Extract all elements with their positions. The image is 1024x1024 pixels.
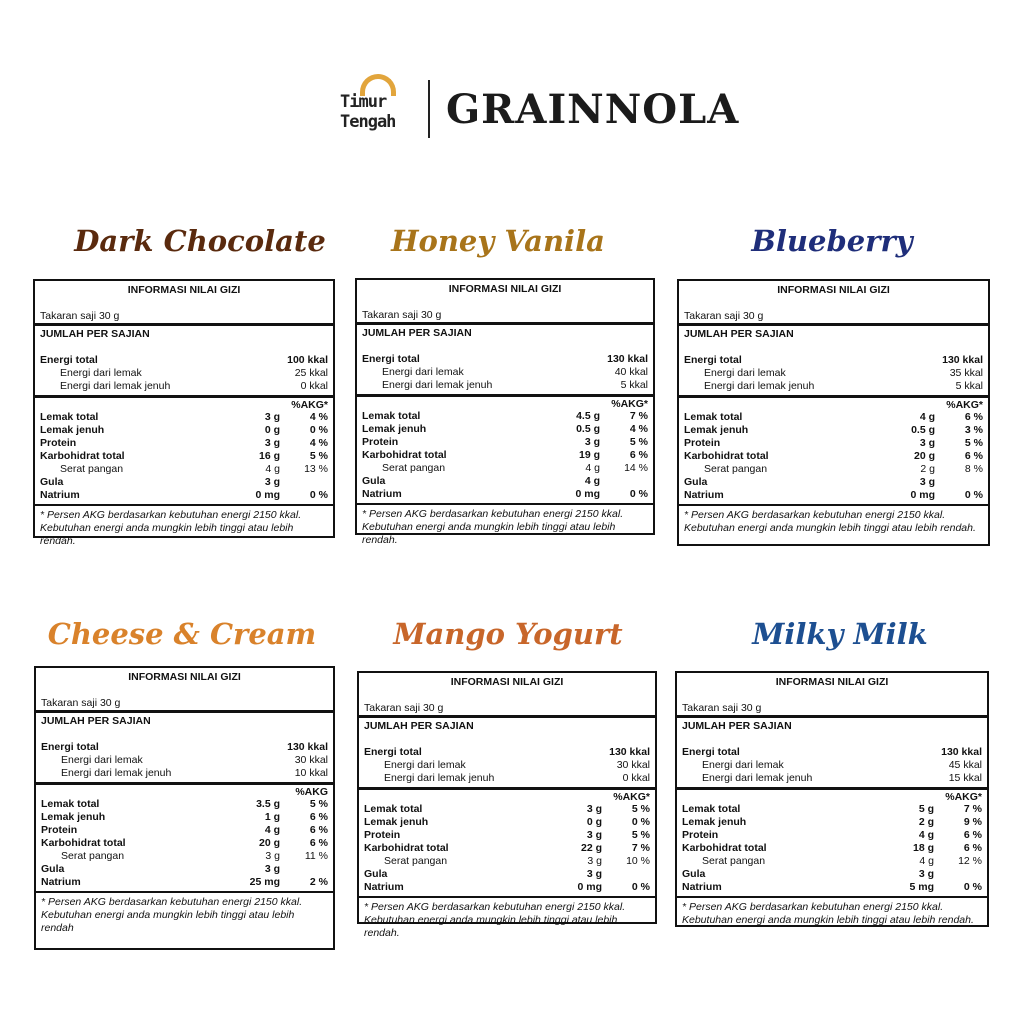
nutrient-amount: 2 g [920,463,935,475]
nutrient-name: Natrium [682,881,722,893]
nutrient-name: Serat pangan [61,850,125,862]
nutrient-akg: 12 % [958,855,982,867]
nutrient-row [357,436,653,449]
energy-row [677,759,987,772]
footnote-line: * Persen AKG berdasarkan kebutuhan energi 2150 kkal. [364,901,626,913]
nutrient-akg: 11 % [304,850,328,862]
nutrient-akg: 6 % [963,842,982,854]
nutrient-row [359,842,655,855]
nutrient-name: Serat pangan [60,463,124,475]
label-header: INFORMASI NILAI GIZI [128,671,241,683]
nutrient-name: Natrium [41,876,81,888]
footnote-line: Kebutuhan energi anda mungkin lebih tinggi atau lebih rendah. [684,522,976,534]
nutrient-name: Lemak jenuh [40,424,105,436]
nutrient-name: Karbohidrat total [364,842,449,854]
energy-label: Energi total [362,353,420,365]
nutrient-amount: 5 g [918,803,934,815]
energy-row [679,380,988,393]
energy-value: 30 kkal [294,754,328,766]
nutrients-section [357,410,653,505]
energy-row [35,367,333,380]
footnote-line: Kebutuhan energi anda mungkin lebih tinggi atau lebih rendah [41,909,295,934]
energy-label: Energi total [364,746,422,758]
energy-label: Energi dari lemak [60,367,142,379]
akg-header: %AKG* [945,791,982,803]
nutrient-row [679,450,988,463]
nutrient-name: Natrium [364,881,404,893]
energy-label: Energi dari lemak jenuh [60,380,171,392]
footnote-line: Kebutuhan energi anda mungkin lebih tinggi atau lebih rendah. [682,914,974,926]
nutrient-row [677,803,987,816]
nutrient-amount: 3 g [264,863,280,875]
energy-value: 130 kkal [941,746,982,758]
energy-row [359,759,655,772]
nutrients-section [36,798,333,893]
nutrient-amount: 3 g [264,437,280,449]
brand-logo [338,72,740,142]
energy-row [677,772,987,785]
nutrient-name: Lemak jenuh [684,424,749,436]
nutrient-row [35,489,333,502]
footnote-line: * Persen AKG berdasarkan kebutuhan energi 2150 kkal. [40,509,302,521]
nutrient-row [35,476,333,489]
nutrient-name: Protein [41,824,78,836]
nutrient-row [677,868,987,881]
per-serving-heading: JUMLAH PER SAJIAN [41,715,151,727]
nutrients-section [679,411,988,506]
energy-row [357,366,653,379]
energy-row [679,354,988,367]
energy-value: 130 kkal [942,354,983,366]
energy-label: Energi dari lemak jenuh [61,767,172,779]
energy-row [35,354,333,367]
nutrient-akg: 7 % [631,842,650,854]
nutrient-amount: 4.5 g [576,410,600,422]
nutrient-row [35,437,333,450]
nutrient-row [357,423,653,436]
energy-value: 130 kkal [287,741,328,753]
nutrient-amount: 3 g [919,437,935,449]
energy-value: 100 kkal [287,354,328,366]
nutrient-name: Protein [362,436,399,448]
nutrient-row [36,811,333,824]
nutrient-akg: 5 % [631,829,650,841]
nutrient-amount: 3 g [587,855,602,867]
nutrient-row [359,829,655,842]
energy-value: 10 kkal [294,767,328,779]
nutrient-akg [935,476,983,489]
energy-value: 130 kkal [607,353,648,365]
energy-value: 5 kkal [620,379,648,391]
energy-value: 25 kkal [294,367,328,379]
nutrient-amount: 3 g [265,850,280,862]
nutrient-akg: 14 % [624,462,648,474]
nutrient-name: Natrium [40,489,80,501]
flavor-title: Milky Milk [752,617,928,651]
nutrient-akg: 4 % [309,437,328,449]
nutrient-amount: 3 g [586,803,602,815]
energy-row [357,353,653,366]
nutrient-name: Protein [682,829,719,841]
nutrient-name: Karbohidrat total [684,450,769,462]
nutrient-akg: 2 % [309,876,328,888]
nutrient-name: Lemak total [41,798,100,810]
nutrient-row [679,476,988,489]
nutrient-name: Karbohidrat total [40,450,125,462]
energy-section [35,354,333,398]
nutrient-amount: 4 g [264,824,280,836]
energy-label: Energi total [684,354,742,366]
nutrient-amount: 25 mg [249,876,280,888]
nutrient-amount: 3 g [264,411,280,423]
akg-header: %AKG* [611,398,648,410]
energy-row [677,746,987,759]
nutrient-amount: 4 g [919,411,935,423]
nutrient-akg: 6 % [964,450,983,462]
nutrition-label [34,666,335,950]
akg-header: %AKG* [613,791,650,803]
nutrient-akg [280,863,328,876]
nutrition-label [33,279,335,547]
footnote [36,893,333,938]
flavor-title: Dark Chocolate [74,224,326,258]
nutrient-amount: 20 g [913,450,935,462]
logo-divider [428,80,430,138]
nutrient-name: Lemak total [682,803,741,815]
per-serving-heading: JUMLAH PER SAJIAN [364,720,474,732]
nutrient-row [36,850,333,863]
nutrient-amount: 2 g [918,816,934,828]
nutrient-amount: 3 g [918,868,934,880]
nutrient-akg: 7 % [963,803,982,815]
energy-label: Energi total [40,354,98,366]
nutrient-akg [280,476,328,489]
akg-header: %AKG* [946,399,983,411]
nutrients-section [359,803,655,898]
footnote-line: * Persen AKG berdasarkan kebutuhan energi 2150 kkal. [682,901,944,913]
nutrient-name: Serat pangan [704,463,768,475]
energy-label: Energi dari lemak [384,759,466,771]
nutrient-name: Lemak total [40,411,99,423]
nutrient-amount: 1 g [264,811,280,823]
nutrient-row [359,816,655,829]
nutrient-akg: 0 % [631,881,650,893]
serving-size: Takaran saji 30 g [36,685,333,713]
energy-row [357,379,653,392]
per-serving-heading: JUMLAH PER SAJIAN [40,328,150,340]
energy-value: 40 kkal [614,366,648,378]
footnote-line: * Persen AKG berdasarkan kebutuhan energi 2150 kkal. [41,896,303,908]
nutrient-name: Protein [684,437,721,449]
nutrient-akg: 0 % [309,424,328,436]
nutrient-row [677,816,987,829]
nutrients-section [35,411,333,506]
nutrient-row [677,855,987,868]
nutrient-amount: 3 g [586,829,602,841]
nutrient-akg: 7 % [629,410,648,422]
nutrient-row [359,868,655,881]
energy-label: Energi dari lemak jenuh [702,772,813,784]
nutrient-amount: 0 mg [577,881,602,893]
nutrient-akg: 9 % [963,816,982,828]
nutrient-name: Serat pangan [382,462,446,474]
nutrient-row [677,829,987,842]
nutrient-row [36,863,333,876]
nutrient-name: Lemak jenuh [362,423,427,435]
footnote-line: * Persen AKG berdasarkan kebutuhan energi 2150 kkal. [362,508,624,520]
per-serving-heading: JUMLAH PER SAJIAN [362,327,472,339]
nutrient-name: Lemak total [364,803,423,815]
nutrient-row [36,837,333,850]
serving-size: Takaran saji 30 g [679,298,988,326]
label-header: INFORMASI NILAI GIZI [775,676,889,688]
energy-label: Energi total [41,741,99,753]
energy-row [359,746,655,759]
nutrient-amount: 3 g [919,476,935,488]
nutrient-akg: 0 % [629,488,648,500]
flavor-title: Blueberry [751,224,913,258]
nutrient-amount: 0 mg [910,489,935,501]
energy-label: Energi dari lemak jenuh [704,380,815,392]
nutrient-amount: 4 g [585,462,600,474]
serving-size: Takaran saji 30 g [677,690,987,718]
energy-value: 30 kkal [616,759,650,771]
nutrient-name: Lemak jenuh [682,816,747,828]
nutrient-name: Lemak jenuh [364,816,429,828]
nutrient-row [679,424,988,437]
nutrient-name: Lemak jenuh [41,811,106,823]
energy-value: 15 kkal [948,772,982,784]
footnote-line: Kebutuhan energi anda mungkin lebih tinggi atau lebih rendah. [364,914,618,939]
nutrient-amount: 5 mg [909,881,934,893]
nutrient-amount: 16 g [258,450,280,462]
nutrition-label [677,279,990,546]
energy-label: Energi dari lemak [702,759,784,771]
nutrient-akg: 5 % [631,803,650,815]
nutrient-name: Gula [40,476,64,488]
nutrient-row [357,475,653,488]
footnote-line: Kebutuhan energi anda mungkin lebih tinggi atau lebih rendah. [40,522,294,547]
nutrient-name: Serat pangan [702,855,766,867]
nutrient-row [359,881,655,894]
flavor-title: Honey Vanila [391,224,605,258]
nutrient-amount: 3 g [584,436,600,448]
footnote [359,898,655,943]
nutrient-row [359,855,655,868]
nutrient-amount: 19 g [578,449,600,461]
nutrient-akg: 5 % [629,436,648,448]
nutrient-name: Natrium [362,488,402,500]
energy-section [357,353,653,397]
nutrient-row [357,410,653,423]
energy-label: Energi dari lemak jenuh [382,379,493,391]
nutrient-name: Gula [682,868,706,880]
nutrient-name: Natrium [684,489,724,501]
per-serving-heading: JUMLAH PER SAJIAN [682,720,792,732]
nutrient-row [359,803,655,816]
nutrient-name: Gula [684,476,708,488]
nutrient-akg: 6 % [309,811,328,823]
energy-section [677,746,987,790]
nutrient-name: Lemak total [362,410,421,422]
energy-value: 5 kkal [955,380,983,392]
nutrient-name: Gula [41,863,65,875]
energy-section [36,741,333,785]
nutrient-akg: 6 % [963,829,982,841]
energy-row [359,772,655,785]
nutrient-amount: 3 g [264,476,280,488]
energy-value: 35 kkal [949,367,983,379]
nutrient-akg: 6 % [309,824,328,836]
nutrient-amount: 0 g [264,424,280,436]
akg-header: %AKG [295,786,328,798]
nutrient-row [35,450,333,463]
footnote [679,506,988,538]
timur-tengah-logo [338,72,413,142]
nutrient-akg: 4 % [629,423,648,435]
label-header: INFORMASI NILAI GIZI [448,283,562,295]
energy-label: Energi dari lemak jenuh [384,772,495,784]
nutrient-name: Protein [40,437,77,449]
nutrient-amount: 0 mg [575,488,600,500]
nutrient-akg: 5 % [309,798,328,810]
nutrient-akg [600,475,648,488]
energy-value: 130 kkal [609,746,650,758]
nutrient-akg: 0 % [964,489,983,501]
flavor-title: Mango Yogurt [393,617,623,651]
nutrient-akg: 10 % [626,855,650,867]
energy-row [679,367,988,380]
energy-section [359,746,655,790]
energy-row [36,741,333,754]
nutrient-akg: 5 % [964,437,983,449]
nutrient-name: Karbohidrat total [682,842,767,854]
footnote [357,505,653,550]
nutrient-akg: 0 % [963,881,982,893]
nutrient-akg [934,868,982,881]
nutrient-amount: 4 g [919,855,934,867]
nutrient-name: Karbohidrat total [41,837,126,849]
nutrient-row [677,842,987,855]
nutrient-akg: 6 % [629,449,648,461]
nutrient-akg: 4 % [309,411,328,423]
nutrient-row [36,876,333,889]
energy-label: Energi dari lemak [61,754,143,766]
nutrient-akg: 0 % [309,489,328,501]
nutrients-section [677,803,987,898]
nutrient-row [679,411,988,424]
nutrient-row [679,437,988,450]
nutrient-name: Gula [364,868,388,880]
flavor-title: Cheese & Cream [47,617,317,651]
nutrient-row [36,798,333,811]
energy-value: 45 kkal [948,759,982,771]
label-header: INFORMASI NILAI GIZI [777,284,890,296]
energy-row [36,767,333,780]
footnote [677,898,987,930]
nutrient-amount: 4 g [584,475,600,487]
nutrient-amount: 0 g [586,816,602,828]
nutrient-row [679,463,988,476]
nutrient-akg: 13 % [304,463,328,475]
nutrient-amount: 0.5 g [911,424,935,436]
nutrient-amount: 18 g [912,842,934,854]
nutrient-name: Gula [362,475,386,487]
nutrient-row [35,411,333,424]
energy-section [679,354,988,398]
nutrient-amount: 3.5 g [256,798,280,810]
nutrient-akg: 5 % [309,450,328,462]
grainnola-wordmark: GRAINNOLA [446,86,740,133]
nutrient-amount: 0 mg [255,489,280,501]
nutrient-akg: 3 % [964,424,983,436]
nutrient-name: Serat pangan [384,855,448,867]
nutrient-amount: 4 g [265,463,280,475]
nutrient-akg [602,868,650,881]
nutrient-amount: 4 g [918,829,934,841]
energy-row [36,754,333,767]
energy-value: 0 kkal [300,380,328,392]
nutrient-row [679,489,988,502]
energy-value: 0 kkal [622,772,650,784]
nutrition-label [355,278,655,546]
serving-size: Takaran saji 30 g [359,690,655,718]
nutrient-akg: 8 % [964,463,983,475]
energy-label: Energi dari lemak [382,366,464,378]
nutrient-amount: 0.5 g [576,423,600,435]
nutrient-row [677,881,987,894]
per-serving-heading: JUMLAH PER SAJIAN [684,328,794,340]
label-header: INFORMASI NILAI GIZI [127,284,241,296]
nutrient-amount: 3 g [586,868,602,880]
nutrient-name: Protein [364,829,401,841]
nutrient-amount: 22 g [580,842,602,854]
nutrient-row [35,463,333,476]
energy-label: Energi dari lemak [704,367,786,379]
nutrient-row [357,462,653,475]
nutrient-row [36,824,333,837]
logo-text-line2: Tengah [340,112,396,132]
nutrient-akg: 6 % [309,837,328,849]
label-header: INFORMASI NILAI GIZI [450,676,564,688]
footnote-line: * Persen AKG berdasarkan kebutuhan energi 2150 kkal. [684,509,946,521]
nutrition-label [675,671,989,927]
energy-row [35,380,333,393]
serving-size: Takaran saji 30 g [35,298,333,326]
energy-label: Energi total [682,746,740,758]
nutrient-row [357,449,653,462]
akg-header: %AKG* [291,399,328,411]
logo-text-line1: Timur [340,92,387,112]
footnote-line: Kebutuhan energi anda mungkin lebih tinggi atau lebih rendah. [362,521,616,546]
nutrient-akg: 6 % [964,411,983,423]
nutrient-akg: 0 % [631,816,650,828]
footnote [35,506,333,551]
nutrition-label [357,671,657,939]
nutrient-name: Lemak total [684,411,743,423]
serving-size: Takaran saji 30 g [357,297,653,325]
nutrient-row [357,488,653,501]
nutrient-name: Karbohidrat total [362,449,447,461]
nutrient-amount: 20 g [258,837,280,849]
nutrient-row [35,424,333,437]
